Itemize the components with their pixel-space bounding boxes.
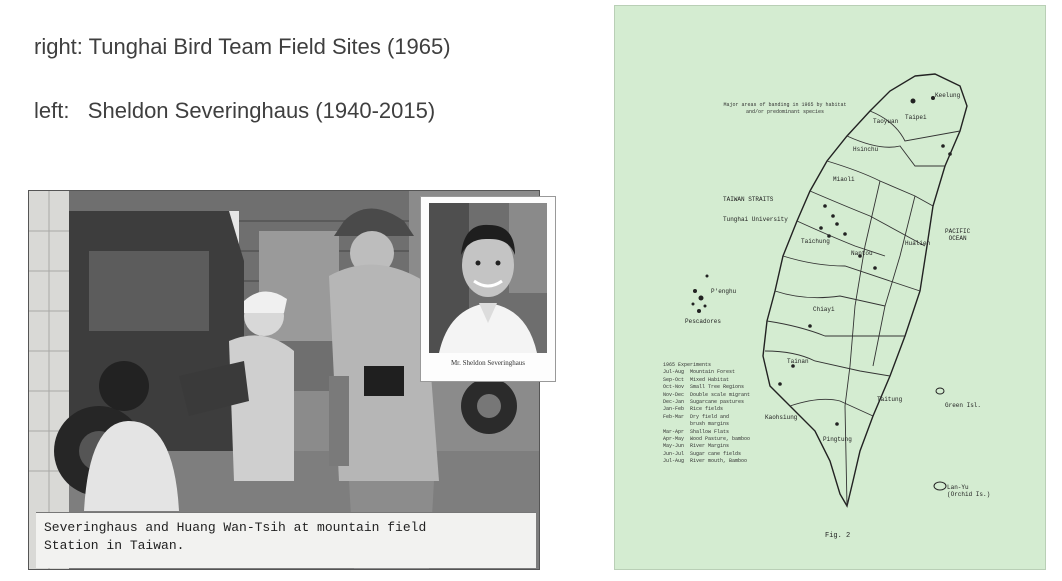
legend-row: Jul-Aug River mouth, Bamboo bbox=[663, 458, 748, 465]
label-tunghai-university: Tunghai University bbox=[723, 216, 788, 223]
photo-caption-line-1: Severinghaus and Huang Wan-Tsih at mountain field bbox=[44, 520, 427, 535]
label-pingtung: Pingtung bbox=[823, 436, 852, 443]
legend-row: brush margins bbox=[663, 421, 730, 428]
label-tainan: Tainan bbox=[787, 358, 809, 365]
label-lanyu: Lan-Yu (Orchid Is.) bbox=[947, 484, 991, 498]
label-green-island: Green Isl. bbox=[945, 402, 982, 409]
legend-row: Nov-Dec Double scale migrant bbox=[663, 391, 751, 398]
portrait-caption: Mr. Sheldon Severinghaus bbox=[450, 359, 526, 367]
label-penghu: P'enghu bbox=[711, 288, 737, 295]
legend-row: Jan-Feb Rice fields bbox=[663, 406, 724, 413]
legend-row: Jul-Aug Mountain Forest bbox=[663, 369, 736, 376]
legend-row: Sep-Oct Mixed Habitat bbox=[663, 376, 730, 383]
legend-row: 1965 Experiments bbox=[663, 362, 712, 368]
label-kaohsiung: Kaohsiung bbox=[765, 414, 798, 421]
label-taitung: Taitung bbox=[877, 396, 903, 403]
label-taoyuan: Taoyuan bbox=[873, 118, 899, 125]
legend-row: May-Jun River Margins bbox=[663, 443, 730, 450]
label-hsinchu: Hsinchu bbox=[853, 146, 879, 153]
photo-caption-line-2: Station in Taiwan. bbox=[44, 538, 185, 553]
map-legend bbox=[663, 362, 783, 466]
taiwan-outline bbox=[763, 74, 967, 506]
label-taiwan-straits: TAIWAN STRAITS bbox=[723, 196, 774, 203]
label-hualien: Hualien bbox=[905, 240, 931, 247]
right-caption-heading: right: Tunghai Bird Team Field Sites (1965) bbox=[34, 34, 451, 59]
legend-row: Feb-Mar Dry field and bbox=[663, 413, 730, 420]
portrait-photo bbox=[420, 196, 556, 382]
field-sites-map bbox=[614, 5, 1046, 570]
map-title bbox=[715, 102, 855, 116]
legend-row: Mar-Apr Shallow Flats bbox=[663, 428, 730, 435]
label-nantou: Nantou bbox=[851, 250, 873, 257]
legend-row: Jun-Jul Sugar cane fields bbox=[663, 450, 742, 457]
legend-row: Oct-Nov Small Tree Regions bbox=[663, 384, 745, 391]
label-taichung: Taichung bbox=[801, 238, 830, 245]
map-title-line-2: and/or predominant species bbox=[745, 109, 824, 115]
label-chiayi: Chiayi bbox=[813, 306, 835, 313]
legend-row: Dec-Jan Sugarcane pastures bbox=[663, 399, 745, 406]
photo-caption bbox=[36, 512, 536, 568]
label-keelung: Keelung bbox=[935, 92, 961, 99]
figure-label: Fig. 2 bbox=[825, 532, 851, 540]
map-title-line-1: Major areas of banding in 1965 by habitat bbox=[723, 102, 847, 108]
legend-row: Apr-May Wood Pasture, bamboo bbox=[663, 436, 751, 443]
label-miaoli: Miaoli bbox=[833, 176, 855, 183]
label-pescadores: Pescadores bbox=[685, 318, 722, 325]
label-taipei: Taipei bbox=[905, 114, 927, 121]
label-pacific-ocean: PACIFIC OCEAN bbox=[945, 228, 971, 242]
left-caption-heading: left: Sheldon Severinghaus (1940-2015) bbox=[34, 98, 436, 123]
